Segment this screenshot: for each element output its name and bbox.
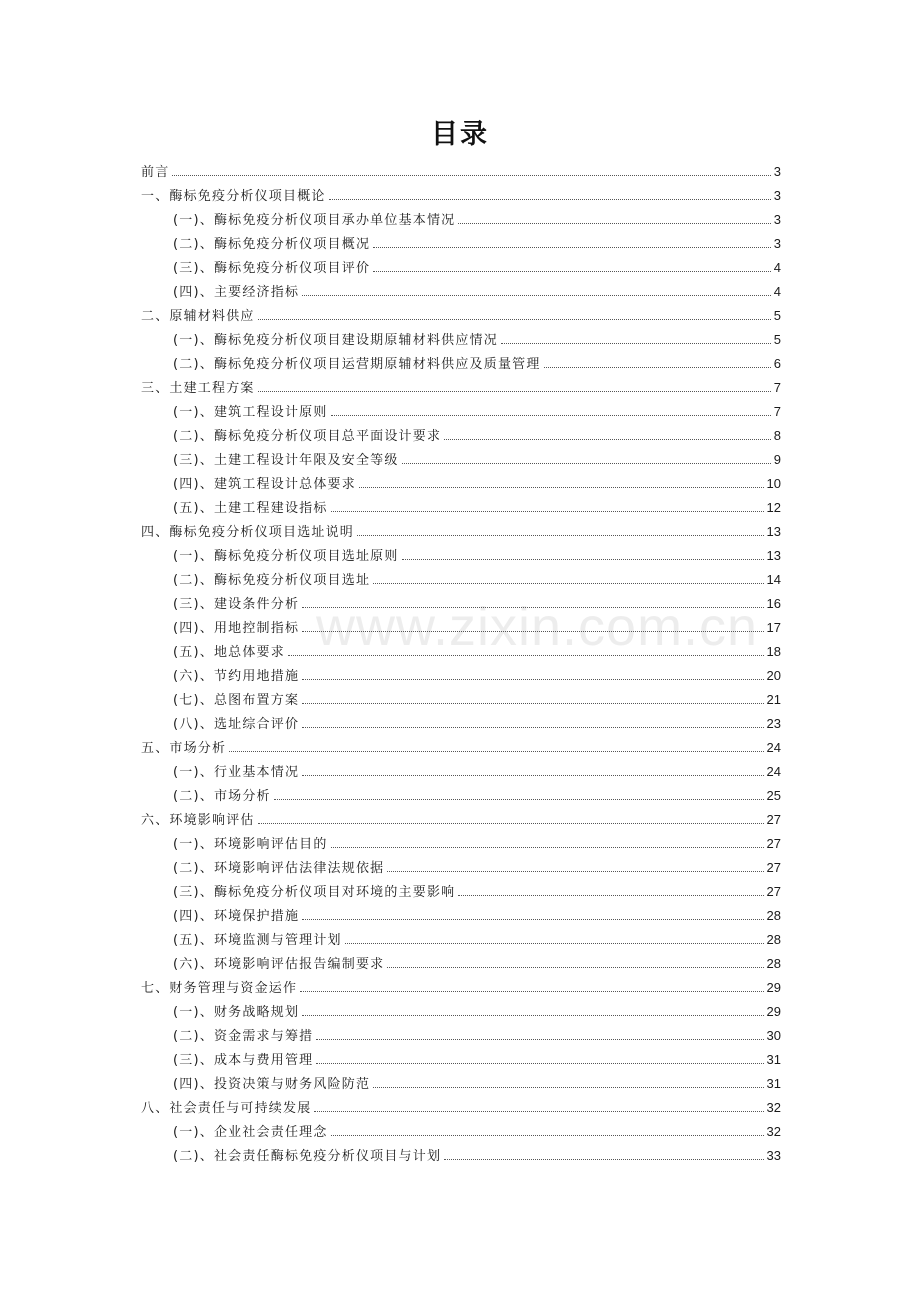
toc-subsection-entry[interactable] [141,544,781,568]
toc-section-entry[interactable] [141,184,781,208]
toc-entry-label: (三)、酶标免疫分析仪项目评价 [173,261,371,276]
toc-entry-label: (五)、土建工程建设指标 [173,501,328,516]
toc-page-number: 33 [766,1148,781,1163]
toc-section-entry[interactable] [141,520,781,544]
toc-page-number: 25 [766,788,781,803]
table-of-contents [141,160,781,1168]
toc-entry-label: (六)、环境影响评估报告编制要求 [173,957,385,972]
toc-dot-leader [274,799,764,800]
toc-page-number: 8 [773,428,781,443]
toc-dot-leader [373,1087,763,1088]
toc-entry-label: (二)、资金需求与筹措 [173,1029,314,1044]
toc-subsection-entry[interactable] [141,856,781,880]
toc-dot-leader [444,1159,763,1160]
toc-dot-leader [544,367,771,368]
toc-subsection-entry[interactable] [141,688,781,712]
toc-page-number: 29 [766,980,781,995]
toc-subsection-entry[interactable] [141,328,781,352]
toc-dot-leader [345,943,764,944]
toc-dot-leader [172,175,770,176]
toc-page-number: 27 [766,884,781,899]
toc-section-entry[interactable] [141,304,781,328]
toc-subsection-entry[interactable] [141,880,781,904]
toc-page-number: 21 [766,692,781,707]
toc-page-number: 13 [766,524,781,539]
toc-subsection-entry[interactable] [141,256,781,280]
toc-dot-leader [258,823,764,824]
toc-dot-leader [387,871,763,872]
toc-subsection-entry[interactable] [141,568,781,592]
toc-dot-leader [331,1135,764,1136]
toc-page-number: 27 [766,860,781,875]
toc-entry-label: (二)、酶标免疫分析仪项目概况 [173,237,371,252]
toc-entry-label: (四)、用地控制指标 [173,621,300,636]
toc-entry-label: (四)、建筑工程设计总体要求 [173,477,356,492]
toc-entry-label: (四)、主要经济指标 [173,285,300,300]
toc-subsection-entry[interactable] [141,280,781,304]
toc-dot-leader [357,535,764,536]
toc-page-number: 28 [766,956,781,971]
toc-page-number: 27 [766,836,781,851]
toc-page-number: 5 [773,308,781,323]
toc-page-number: 30 [766,1028,781,1043]
toc-page-number: 31 [766,1076,781,1091]
toc-page-number: 3 [773,212,781,227]
toc-entry-label: 三、土建工程方案 [141,381,255,396]
toc-entry-label: 五、市场分析 [141,741,227,756]
toc-subsection-entry[interactable] [141,400,781,424]
toc-dot-leader [501,343,771,344]
page-title: 目录 [431,119,489,150]
toc-dot-leader [359,487,764,488]
toc-entry-label: (二)、酶标免疫分析仪项目运营期原辅材料供应及质量管理 [173,357,541,372]
toc-dot-leader [458,223,770,224]
toc-page-number: 24 [766,764,781,779]
toc-page-number: 6 [773,356,781,371]
toc-subsection-entry[interactable] [141,424,781,448]
toc-dot-leader [402,559,764,560]
toc-dot-leader [302,703,763,704]
toc-dot-leader [258,319,771,320]
toc-entry-label: (四)、环境保护措施 [173,909,300,924]
toc-entry-label: (一)、企业社会责任理念 [173,1125,328,1140]
toc-subsection-entry[interactable] [141,784,781,808]
toc-entry-label: (四)、投资决策与财务风险防范 [173,1077,371,1092]
toc-subsection-entry[interactable] [141,904,781,928]
toc-dot-leader [402,463,771,464]
toc-page-number: 27 [766,812,781,827]
toc-dot-leader [258,391,771,392]
toc-entry-label: (一)、财务战略规划 [173,1005,300,1020]
toc-subsection-entry[interactable] [141,928,781,952]
toc-page-number: 28 [766,932,781,947]
toc-dot-leader [316,1063,763,1064]
toc-dot-leader [302,919,763,920]
toc-dot-leader [316,1039,763,1040]
toc-entry-label: (一)、酶标免疫分析仪项目建设期原辅材料供应情况 [173,333,498,348]
toc-entry-label: (一)、酶标免疫分析仪项目选址原则 [173,549,399,564]
watermark: www.zixin.com.cn [316,597,759,657]
toc-page-number: 28 [766,908,781,923]
toc-section-entry[interactable] [141,808,781,832]
toc-dot-leader [302,631,763,632]
toc-page-number: 29 [766,1004,781,1019]
toc-subsection-entry[interactable] [141,1120,781,1144]
toc-section-entry[interactable] [141,976,781,1000]
toc-page-number: 7 [773,404,781,419]
toc-dot-leader [331,415,771,416]
toc-subsection-entry[interactable] [141,832,781,856]
toc-page-number: 3 [773,188,781,203]
toc-subsection-entry[interactable] [141,1048,781,1072]
toc-dot-leader [302,607,763,608]
toc-page-number: 3 [773,164,781,179]
toc-entry-label: (一)、环境影响评估目的 [173,837,328,852]
toc-page-number: 13 [766,548,781,563]
toc-dot-leader [373,271,771,272]
toc-page-number: 14 [766,572,781,587]
toc-dot-leader [229,751,763,752]
toc-page-number: 31 [766,1052,781,1067]
toc-page-number: 4 [773,284,781,299]
toc-subsection-entry[interactable] [141,1000,781,1024]
toc-subsection-entry[interactable] [141,760,781,784]
toc-entry-label: (一)、行业基本情况 [173,765,300,780]
toc-entry-label: (六)、节约用地措施 [173,669,300,684]
toc-page-number: 20 [766,668,781,683]
toc-entry-label: (一)、建筑工程设计原则 [173,405,328,420]
toc-page-number: 18 [766,644,781,659]
toc-page-number: 32 [766,1124,781,1139]
toc-subsection-entry[interactable] [141,616,781,640]
toc-subsection-entry[interactable] [141,448,781,472]
toc-page-number: 5 [773,332,781,347]
toc-dot-leader [302,727,763,728]
toc-dot-leader [387,967,763,968]
toc-page-number: 24 [766,740,781,755]
toc-subsection-entry[interactable] [141,952,781,976]
toc-dot-leader [458,895,763,896]
toc-page-number: 12 [766,500,781,515]
toc-entry-label: (五)、环境监测与管理计划 [173,933,342,948]
toc-subsection-entry[interactable] [141,1144,781,1168]
toc-dot-leader [331,847,764,848]
toc-page-number: 17 [766,620,781,635]
toc-subsection-entry[interactable] [141,496,781,520]
toc-entry-label: 一、酶标免疫分析仪项目概论 [141,189,326,204]
toc-subsection-entry[interactable] [141,1072,781,1096]
toc-page-number: 16 [766,596,781,611]
toc-dot-leader [373,583,763,584]
toc-dot-leader [288,655,764,656]
toc-entry-label: (二)、市场分析 [173,789,271,804]
toc-page-number: 23 [766,716,781,731]
toc-dot-leader [331,511,764,512]
toc-entry-label: 六、环境影响评估 [141,813,255,828]
toc-page-number: 7 [773,380,781,395]
toc-section-entry[interactable] [141,160,781,184]
toc-entry-label: (七)、总图布置方案 [173,693,300,708]
toc-page-number: 32 [766,1100,781,1115]
toc-entry-label: 七、财务管理与资金运作 [141,981,298,996]
toc-entry-label: 二、原辅材料供应 [141,309,255,324]
toc-dot-leader [329,199,771,200]
toc-entry-label: (一)、酶标免疫分析仪项目承办单位基本情况 [173,213,456,228]
toc-entry-label: 前言 [141,165,170,180]
toc-subsection-entry[interactable] [141,208,781,232]
toc-subsection-entry[interactable] [141,232,781,256]
toc-entry-label: (三)、建设条件分析 [173,597,300,612]
toc-subsection-entry[interactable] [141,352,781,376]
toc-dot-leader [302,1015,763,1016]
toc-page-number: 3 [773,236,781,251]
toc-dot-leader [373,247,771,248]
toc-subsection-entry[interactable] [141,664,781,688]
toc-entry-label: (二)、社会责任酶标免疫分析仪项目与计划 [173,1149,442,1164]
toc-section-entry[interactable] [141,736,781,760]
toc-subsection-entry[interactable] [141,592,781,616]
toc-subsection-entry[interactable] [141,1024,781,1048]
toc-dot-leader [314,1111,763,1112]
toc-entry-label: (三)、土建工程设计年限及安全等级 [173,453,399,468]
toc-page-number: 4 [773,260,781,275]
toc-dot-leader [302,295,771,296]
toc-entry-label: (二)、环境影响评估法律法规依据 [173,861,385,876]
toc-dot-leader [300,991,763,992]
toc-dot-leader [302,775,763,776]
toc-entry-label: (三)、酶标免疫分析仪项目对环境的主要影响 [173,885,456,900]
toc-section-entry[interactable] [141,1096,781,1120]
toc-dot-leader [302,679,763,680]
toc-entry-label: (五)、地总体要求 [173,645,285,660]
toc-entry-label: (二)、酶标免疫分析仪项目总平面设计要求 [173,429,442,444]
toc-entry-label: (三)、成本与费用管理 [173,1053,314,1068]
toc-section-entry[interactable] [141,376,781,400]
toc-entry-label: 四、酶标免疫分析仪项目选址说明 [141,525,355,540]
toc-subsection-entry[interactable] [141,472,781,496]
toc-dot-leader [444,439,771,440]
toc-page-number: 9 [773,452,781,467]
toc-subsection-entry[interactable] [141,712,781,736]
toc-entry-label: (八)、选址综合评价 [173,717,300,732]
toc-page-number: 10 [766,476,781,491]
toc-entry-label: (二)、酶标免疫分析仪项目选址 [173,573,371,588]
toc-entry-label: 八、社会责任与可持续发展 [141,1101,312,1116]
toc-subsection-entry[interactable] [141,640,781,664]
